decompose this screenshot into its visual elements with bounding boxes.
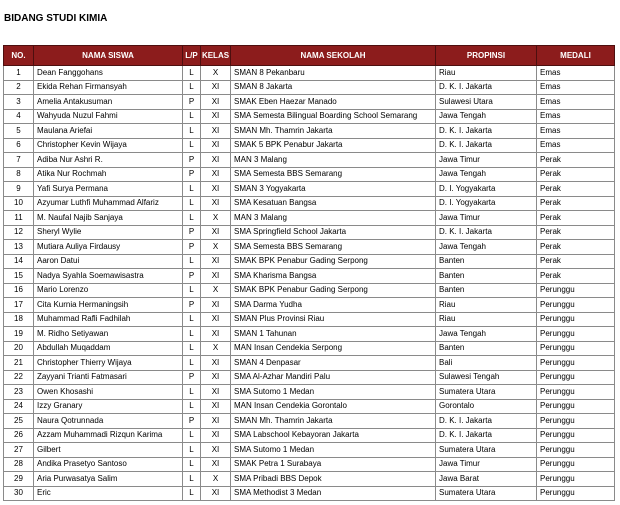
cell-no: 12 — [4, 225, 34, 240]
cell-lp: L — [183, 283, 201, 298]
cell-nama-sekolah: SMAK BPK Penabur Gading Serpong — [231, 254, 436, 269]
cell-nama-siswa: M. Ridho Setiyawan — [34, 327, 183, 342]
cell-nama-siswa: Owen Khosashi — [34, 385, 183, 400]
cell-propinsi: D. K. I. Jakarta — [436, 80, 537, 95]
cell-propinsi: Riau — [436, 66, 537, 81]
table-row — [4, 472, 615, 487]
cell-nama-siswa: Christopher Kevin Wijaya — [34, 138, 183, 153]
table-row — [4, 269, 615, 284]
cell-nama-siswa: Mario Lorenzo — [34, 283, 183, 298]
cell-lp: P — [183, 370, 201, 385]
cell-nama-sekolah: SMA Semesta BBS Semarang — [231, 167, 436, 182]
cell-medali: Perunggu — [537, 341, 615, 356]
table-row — [4, 138, 615, 153]
cell-medali: Perak — [537, 211, 615, 226]
cell-no: 28 — [4, 457, 34, 472]
cell-nama-sekolah: SMAN 3 Yogyakarta — [231, 182, 436, 197]
cell-nama-sekolah: SMAN 8 Jakarta — [231, 80, 436, 95]
cell-no: 8 — [4, 167, 34, 182]
cell-kelas: X — [201, 240, 231, 255]
cell-nama-sekolah: SMAN 8 Pekanbaru — [231, 66, 436, 81]
cell-kelas: XI — [201, 356, 231, 371]
cell-no: 6 — [4, 138, 34, 153]
cell-medali: Perak — [537, 196, 615, 211]
table-row — [4, 182, 615, 197]
cell-no: 15 — [4, 269, 34, 284]
cell-kelas: XI — [201, 95, 231, 110]
cell-kelas: XI — [201, 457, 231, 472]
table-row — [4, 196, 615, 211]
cell-lp: L — [183, 254, 201, 269]
cell-kelas: XI — [201, 196, 231, 211]
cell-kelas: XI — [201, 312, 231, 327]
table-row — [4, 66, 615, 81]
cell-medali: Emas — [537, 124, 615, 139]
cell-propinsi: Sumatera Utara — [436, 486, 537, 501]
cell-medali: Emas — [537, 66, 615, 81]
cell-medali: Perak — [537, 167, 615, 182]
cell-nama-sekolah: SMAK BPK Penabur Gading Serpong — [231, 283, 436, 298]
cell-kelas: XI — [201, 298, 231, 313]
cell-propinsi: Sumatera Utara — [436, 385, 537, 400]
cell-no: 22 — [4, 370, 34, 385]
cell-no: 17 — [4, 298, 34, 313]
cell-nama-sekolah: SMAK Petra 1 Surabaya — [231, 457, 436, 472]
cell-nama-siswa: Mutiara Auliya Firdausy — [34, 240, 183, 255]
cell-nama-siswa: Gilbert — [34, 443, 183, 458]
table-row — [4, 283, 615, 298]
cell-propinsi: Jawa Barat — [436, 472, 537, 487]
cell-nama-siswa: Adiba Nur Ashri R. — [34, 153, 183, 168]
table-row — [4, 443, 615, 458]
cell-propinsi: Bali — [436, 356, 537, 371]
cell-kelas: XI — [201, 124, 231, 139]
cell-propinsi: Jawa Timur — [436, 457, 537, 472]
cell-no: 2 — [4, 80, 34, 95]
cell-nama-sekolah: MAN 3 Malang — [231, 153, 436, 168]
cell-nama-siswa: Zayyani Trianti Fatmasari — [34, 370, 183, 385]
table-row — [4, 486, 615, 501]
cell-nama-siswa: Wahyuda Nuzul Fahmi — [34, 109, 183, 124]
cell-kelas: X — [201, 472, 231, 487]
cell-lp: L — [183, 124, 201, 139]
cell-nama-siswa: Amelia Antakusuman — [34, 95, 183, 110]
cell-medali: Perunggu — [537, 298, 615, 313]
table-row — [4, 153, 615, 168]
cell-nama-sekolah: SMAN 4 Denpasar — [231, 356, 436, 371]
cell-lp: L — [183, 385, 201, 400]
cell-no: 29 — [4, 472, 34, 487]
table-row — [4, 124, 615, 139]
cell-propinsi: Sumatera Utara — [436, 443, 537, 458]
cell-nama-sekolah: MAN Insan Cendekia Serpong — [231, 341, 436, 356]
cell-kelas: XI — [201, 428, 231, 443]
cell-nama-siswa: M. Naufal Najib Sanjaya — [34, 211, 183, 226]
cell-nama-siswa: Muhammad Rafli Fadhilah — [34, 312, 183, 327]
cell-propinsi: Jawa Timur — [436, 153, 537, 168]
cell-medali: Perak — [537, 182, 615, 197]
table-row — [4, 457, 615, 472]
cell-no: 21 — [4, 356, 34, 371]
cell-nama-sekolah: SMA Springfield School Jakarta — [231, 225, 436, 240]
cell-medali: Perunggu — [537, 443, 615, 458]
cell-no: 11 — [4, 211, 34, 226]
cell-nama-siswa: Atika Nur Rochmah — [34, 167, 183, 182]
column-header-lp: L/P — [183, 46, 201, 66]
cell-lp: P — [183, 298, 201, 313]
cell-no: 18 — [4, 312, 34, 327]
cell-lp: P — [183, 269, 201, 284]
cell-nama-siswa: Naura Qotrunnada — [34, 414, 183, 429]
cell-lp: P — [183, 414, 201, 429]
cell-kelas: XI — [201, 269, 231, 284]
cell-kelas: XI — [201, 399, 231, 414]
cell-lp: L — [183, 399, 201, 414]
cell-medali: Perunggu — [537, 385, 615, 400]
cell-kelas: X — [201, 66, 231, 81]
cell-kelas: XI — [201, 182, 231, 197]
cell-kelas: XI — [201, 370, 231, 385]
cell-lp: L — [183, 182, 201, 197]
cell-nama-siswa: Aaron Datui — [34, 254, 183, 269]
cell-nama-siswa: Abdullah Muqaddam — [34, 341, 183, 356]
cell-no: 9 — [4, 182, 34, 197]
page-title: BIDANG STUDI KIMIA — [4, 13, 108, 24]
cell-kelas: XI — [201, 254, 231, 269]
table-header-row — [4, 46, 615, 66]
cell-lp: L — [183, 312, 201, 327]
cell-nama-siswa: Azyumar Luthfi Muhammad Alfariz — [34, 196, 183, 211]
cell-lp: L — [183, 341, 201, 356]
cell-lp: P — [183, 240, 201, 255]
cell-kelas: XI — [201, 385, 231, 400]
cell-no: 23 — [4, 385, 34, 400]
cell-nama-siswa: Andika Prasetyo Santoso — [34, 457, 183, 472]
table-row — [4, 167, 615, 182]
table-row — [4, 240, 615, 255]
table-row — [4, 327, 615, 342]
cell-no: 30 — [4, 486, 34, 501]
cell-nama-sekolah: SMA Sutomo 1 Medan — [231, 385, 436, 400]
cell-nama-sekolah: MAN Insan Cendekia Gorontalo — [231, 399, 436, 414]
cell-nama-sekolah: SMA Pribadi BBS Depok — [231, 472, 436, 487]
cell-nama-siswa: Aria Purwasatya Salim — [34, 472, 183, 487]
table-row — [4, 80, 615, 95]
cell-medali: Perunggu — [537, 428, 615, 443]
cell-nama-siswa: Cita Kurnia Hermaningsih — [34, 298, 183, 313]
cell-propinsi: D. K. I. Jakarta — [436, 428, 537, 443]
cell-nama-siswa: Christopher Thierry Wijaya — [34, 356, 183, 371]
cell-nama-sekolah: SMA Kharisma Bangsa — [231, 269, 436, 284]
cell-medali: Perunggu — [537, 414, 615, 429]
cell-lp: P — [183, 95, 201, 110]
results-table — [3, 45, 615, 501]
cell-propinsi: Banten — [436, 341, 537, 356]
table-row — [4, 95, 615, 110]
column-header-propinsi: PROPINSI — [436, 46, 537, 66]
cell-medali: Emas — [537, 138, 615, 153]
cell-medali: Perunggu — [537, 356, 615, 371]
cell-nama-sekolah: SMA Al-Azhar Mandiri Palu — [231, 370, 436, 385]
cell-medali: Perak — [537, 225, 615, 240]
cell-no: 25 — [4, 414, 34, 429]
cell-lp: L — [183, 356, 201, 371]
table-row — [4, 225, 615, 240]
cell-no: 19 — [4, 327, 34, 342]
cell-medali: Perunggu — [537, 486, 615, 501]
cell-nama-sekolah: SMA Semesta Bilingual Boarding School Semarang — [231, 109, 436, 124]
cell-medali: Perak — [537, 269, 615, 284]
cell-kelas: X — [201, 283, 231, 298]
column-header-no: NO. — [4, 46, 34, 66]
cell-nama-sekolah: SMA Kesatuan Bangsa — [231, 196, 436, 211]
cell-no: 20 — [4, 341, 34, 356]
cell-nama-siswa: Eric — [34, 486, 183, 501]
cell-propinsi: D. K. I. Jakarta — [436, 414, 537, 429]
cell-nama-sekolah: SMA Semesta BBS Semarang — [231, 240, 436, 255]
cell-nama-siswa: Maulana Ariefai — [34, 124, 183, 139]
cell-medali: Perunggu — [537, 399, 615, 414]
cell-nama-sekolah: SMAK Eben Haezar Manado — [231, 95, 436, 110]
cell-no: 26 — [4, 428, 34, 443]
cell-propinsi: Jawa Tengah — [436, 109, 537, 124]
cell-propinsi: D. K. I. Jakarta — [436, 138, 537, 153]
table-row — [4, 312, 615, 327]
cell-nama-sekolah: SMA Methodist 3 Medan — [231, 486, 436, 501]
cell-no: 16 — [4, 283, 34, 298]
cell-kelas: XI — [201, 167, 231, 182]
cell-no: 5 — [4, 124, 34, 139]
cell-propinsi: D. I. Yogyakarta — [436, 182, 537, 197]
cell-lp: L — [183, 472, 201, 487]
cell-propinsi: D. I. Yogyakarta — [436, 196, 537, 211]
cell-propinsi: Banten — [436, 269, 537, 284]
cell-kelas: XI — [201, 327, 231, 342]
cell-lp: L — [183, 138, 201, 153]
cell-nama-siswa: Nadya Syahla Soemawisastra — [34, 269, 183, 284]
cell-medali: Perak — [537, 153, 615, 168]
cell-propinsi: Banten — [436, 254, 537, 269]
cell-nama-sekolah: MAN 3 Malang — [231, 211, 436, 226]
cell-propinsi: Riau — [436, 312, 537, 327]
cell-kelas: XI — [201, 225, 231, 240]
column-header-medali: MEDALI — [537, 46, 615, 66]
cell-medali: Emas — [537, 95, 615, 110]
cell-lp: P — [183, 153, 201, 168]
cell-propinsi: D. K. I. Jakarta — [436, 225, 537, 240]
cell-nama-siswa: Izzy Granary — [34, 399, 183, 414]
cell-medali: Perunggu — [537, 283, 615, 298]
cell-nama-sekolah: SMAN 1 Tahunan — [231, 327, 436, 342]
cell-lp: L — [183, 428, 201, 443]
cell-lp: P — [183, 167, 201, 182]
cell-propinsi: Jawa Timur — [436, 211, 537, 226]
table-row — [4, 356, 615, 371]
cell-nama-sekolah: SMA Darma Yudha — [231, 298, 436, 313]
cell-kelas: XI — [201, 153, 231, 168]
table-row — [4, 428, 615, 443]
cell-nama-sekolah: SMAN Plus Provinsi Riau — [231, 312, 436, 327]
cell-medali: Perunggu — [537, 472, 615, 487]
column-header-nama-siswa: NAMA SISWA — [34, 46, 183, 66]
cell-nama-siswa: Dean Fanggohans — [34, 66, 183, 81]
cell-nama-sekolah: SMAK 5 BPK Penabur Jakarta — [231, 138, 436, 153]
cell-kelas: XI — [201, 414, 231, 429]
cell-propinsi: Sulawesi Tengah — [436, 370, 537, 385]
cell-lp: L — [183, 443, 201, 458]
table-row — [4, 399, 615, 414]
cell-nama-siswa: Yafi Surya Permana — [34, 182, 183, 197]
cell-kelas: XI — [201, 80, 231, 95]
cell-no: 1 — [4, 66, 34, 81]
cell-nama-sekolah: SMA Sutomo 1 Medan — [231, 443, 436, 458]
cell-propinsi: Sulawesi Utara — [436, 95, 537, 110]
cell-propinsi: Banten — [436, 283, 537, 298]
cell-medali: Perak — [537, 254, 615, 269]
table-row — [4, 211, 615, 226]
cell-lp: L — [183, 196, 201, 211]
cell-nama-siswa: Ekida Rehan Firmansyah — [34, 80, 183, 95]
cell-nama-siswa: Sheryl Wylie — [34, 225, 183, 240]
cell-kelas: XI — [201, 486, 231, 501]
cell-medali: Perak — [537, 240, 615, 255]
table-row — [4, 298, 615, 313]
cell-no: 24 — [4, 399, 34, 414]
table-row — [4, 109, 615, 124]
cell-no: 13 — [4, 240, 34, 255]
cell-no: 3 — [4, 95, 34, 110]
cell-lp: L — [183, 486, 201, 501]
table-row — [4, 370, 615, 385]
cell-no: 10 — [4, 196, 34, 211]
cell-lp: L — [183, 457, 201, 472]
cell-kelas: XI — [201, 109, 231, 124]
cell-no: 4 — [4, 109, 34, 124]
cell-kelas: XI — [201, 443, 231, 458]
table-row — [4, 341, 615, 356]
cell-propinsi: D. K. I. Jakarta — [436, 124, 537, 139]
cell-propinsi: Jawa Tengah — [436, 240, 537, 255]
table-row — [4, 254, 615, 269]
cell-medali: Emas — [537, 109, 615, 124]
cell-lp: P — [183, 225, 201, 240]
cell-kelas: X — [201, 341, 231, 356]
cell-lp: L — [183, 327, 201, 342]
cell-nama-sekolah: SMAN Mh. Thamrin Jakarta — [231, 124, 436, 139]
column-header-nama-sekolah: NAMA SEKOLAH — [231, 46, 436, 66]
cell-nama-sekolah: SMA Labschool Kebayoran Jakarta — [231, 428, 436, 443]
cell-medali: Perunggu — [537, 312, 615, 327]
cell-nama-siswa: Azzam Muhammadi Rizqun Karima — [34, 428, 183, 443]
cell-medali: Perunggu — [537, 457, 615, 472]
cell-kelas: X — [201, 211, 231, 226]
cell-nama-sekolah: SMAN Mh. Thamrin Jakarta — [231, 414, 436, 429]
cell-medali: Emas — [537, 80, 615, 95]
cell-lp: L — [183, 109, 201, 124]
cell-propinsi: Gorontalo — [436, 399, 537, 414]
cell-propinsi: Jawa Tengah — [436, 327, 537, 342]
table-row — [4, 414, 615, 429]
cell-no: 27 — [4, 443, 34, 458]
cell-medali: Perunggu — [537, 327, 615, 342]
cell-lp: L — [183, 80, 201, 95]
cell-lp: L — [183, 66, 201, 81]
cell-propinsi: Jawa Tengah — [436, 167, 537, 182]
cell-no: 14 — [4, 254, 34, 269]
cell-propinsi: Riau — [436, 298, 537, 313]
cell-medali: Perunggu — [537, 370, 615, 385]
cell-no: 7 — [4, 153, 34, 168]
cell-lp: L — [183, 211, 201, 226]
table-row — [4, 385, 615, 400]
cell-kelas: XI — [201, 138, 231, 153]
column-header-kelas: KELAS — [201, 46, 231, 66]
